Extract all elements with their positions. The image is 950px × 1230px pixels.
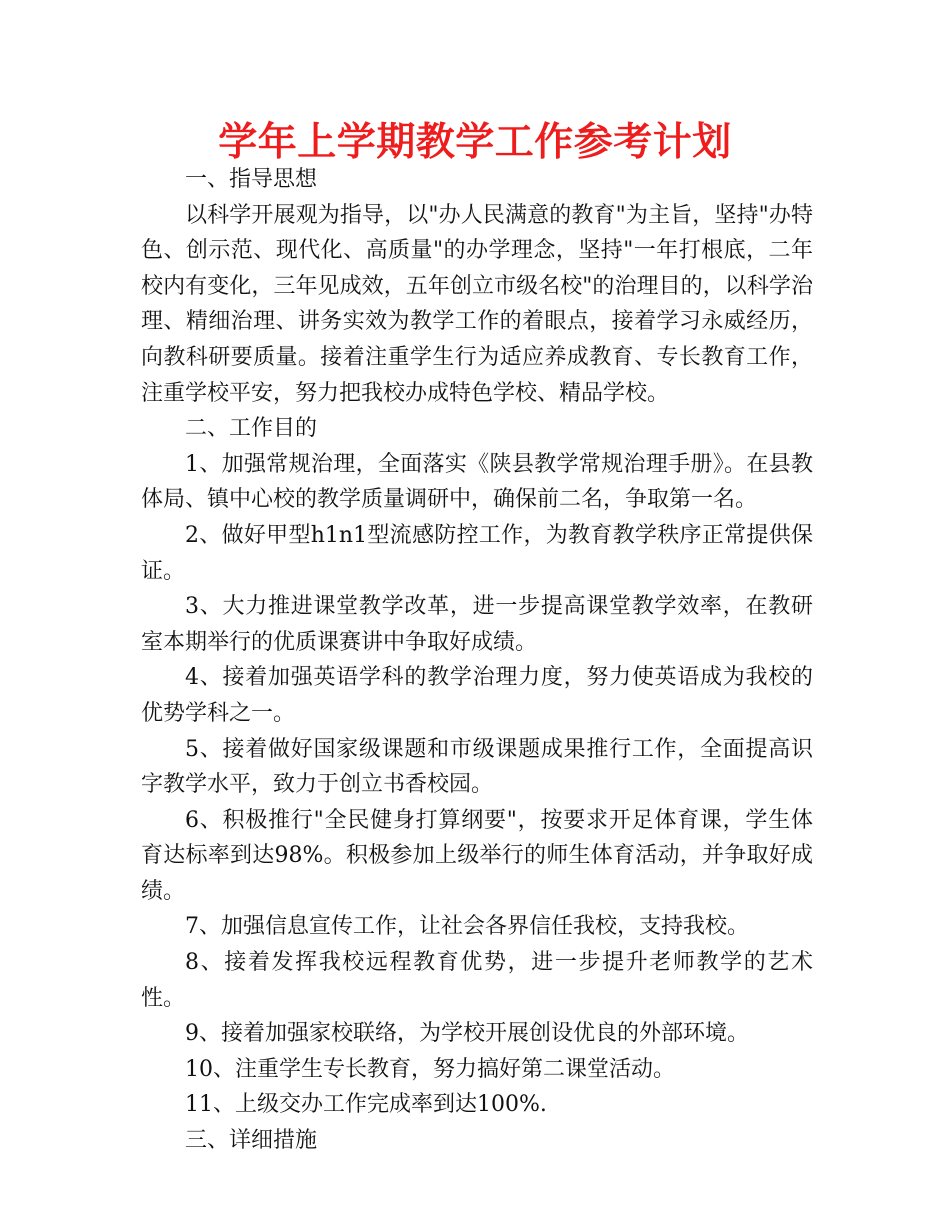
goal-item-10: 10、注重学生专长教育，努力搞好第二课堂活动。 [185, 1056, 675, 1082]
goal-item-3: 3、大力推进课堂教学改革，进一步提高课堂教学效率，在教研室本期举行的优质课赛讲中争取好成绩。 [141, 594, 813, 655]
document-title: 学年上学期教学工作参考计划 [218, 120, 732, 165]
goal-item-1: 1、加强常规治理，全面落实《陕县教学常规治理手册》。在县教体局、镇中心校的教学质量调研中，确保前二名，争取第一名。 [141, 451, 813, 513]
goal-item-8: 8、接着发挥我校远程教育优势，进一步提升老师教学的艺术性。 [141, 950, 813, 1011]
goal-item-4: 4、接着加强英语学科的教学治理力度，努力使英语成为我校的优势学科之一。 [141, 665, 813, 726]
goal-item-9: 9、接着加强家校联络，为学校开展创设优良的外部环境。 [185, 1021, 749, 1047]
heading-guiding-ideology: 一、指导思想 [185, 167, 318, 192]
paragraph-guiding-ideology: 以科学开展观为指导，以"办人民满意的教育"为主旨，坚持"办特色、创示范、现代化、高质量"的办学理念，坚持"一年打根底，二年校内有变化，三年见成效，五年创立市级名校"的治理目的，以科学治理、精细治理、讲务实效为教学工作的着眼点，接着学习永威经历，向教科研要质量。接着注重学生行为适应养成教育、专长教育工作，注重学校平安，努力把我校办成特色学校、精品学校。 [141, 202, 813, 406]
heading-detailed-measures: 三、详细措施 [185, 1128, 318, 1154]
goal-item-2: 2、做好甲型h1n1型流感防控工作，为教育教学秩序正常提供保证。 [141, 522, 813, 584]
document-body [141, 162, 813, 1159]
goal-item-6: 6、积极推行"全民健身打算纲要"，按要求开足体育课，学生体育达标率到达98%。积极参加上级举行的师生体育活动，并争取好成绩。 [141, 807, 813, 904]
heading-work-goals: 二、工作目的 [185, 416, 318, 442]
goal-item-7: 7、加强信息宣传工作，让社会各界信任我校，支持我校。 [185, 914, 749, 940]
goal-item-11: 11、上级交办工作完成率到达100%. [185, 1092, 547, 1118]
goal-item-5: 5、接着做好国家级课题和市级课题成果推行工作，全面提高识字教学水平，致力于创立书香校园。 [141, 736, 813, 798]
